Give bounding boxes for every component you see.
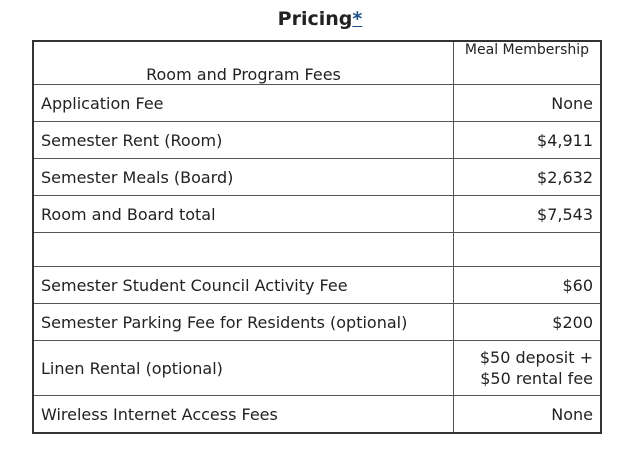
pricing-table [32,40,602,434]
row-label-linen-rental: Linen Rental (optional) [33,341,454,396]
row-label-application-fee: Application Fee [33,85,454,122]
table-row [33,341,601,396]
table-row [33,159,601,196]
column-header-fees: Room and Program Fees [33,41,454,85]
row-value-linen-rental [454,341,602,396]
row-label-semester-rent: Semester Rent (Room) [33,122,454,159]
table-row [33,267,601,304]
row-label-room-board-total: Room and Board total [33,196,454,233]
table-row [33,122,601,159]
row-value-semester-meals: $2,632 [454,159,602,196]
row-value-room-board-total: $7,543 [454,196,602,233]
row-value-parking-fee: $200 [454,304,602,341]
table-row [33,396,601,434]
row-label-student-council-fee: Semester Student Council Activity Fee [33,267,454,304]
footnote-asterisk-link[interactable]: * [352,8,363,30]
row-value-semester-rent: $4,911 [454,122,602,159]
table-spacer-row [33,233,601,267]
page-title-text: Pricing [277,8,353,30]
row-value-student-council-fee: $60 [454,267,602,304]
row-label-wireless-internet: Wireless Internet Access Fees [33,396,454,434]
linen-rental-fee-text: $50 rental fee [480,369,593,388]
table-header-row [33,41,601,85]
table-row [33,304,601,341]
page-title [0,6,640,32]
table-row [33,85,601,122]
spacer-cell [454,233,602,267]
linen-deposit-text: $50 deposit + [479,348,593,367]
row-value-application-fee: None [454,85,602,122]
row-label-parking-fee: Semester Parking Fee for Residents (optional) [33,304,454,341]
row-value-wireless-internet: None [454,396,602,434]
spacer-cell [33,233,454,267]
row-label-semester-meals: Semester Meals (Board) [33,159,454,196]
column-header-meal-membership: Meal Membership [454,41,602,85]
table-row [33,196,601,233]
